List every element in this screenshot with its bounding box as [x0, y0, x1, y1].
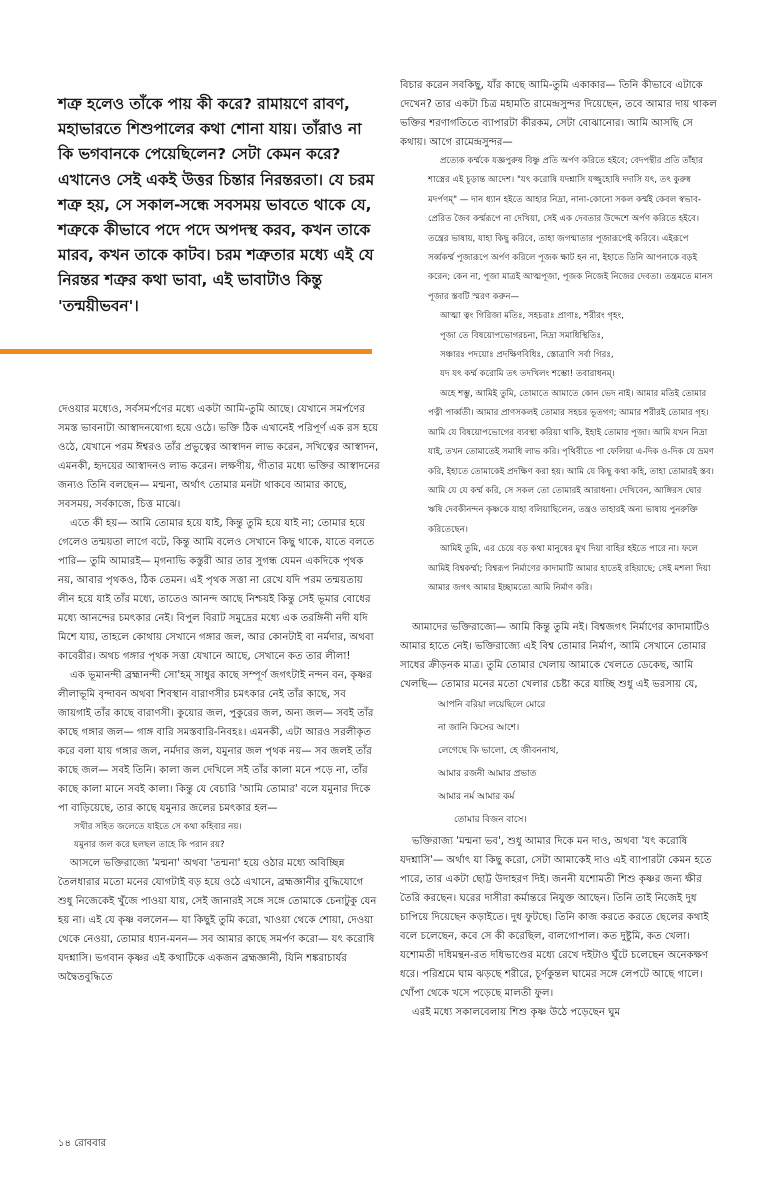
right-paragraph-2: আমাদের ভক্তিরাজ্যে— আমি কিন্তু তুমি নই। বিশ্বজগৎ নির্মাণের কাদামাটিও আমার হাতে নেই। ভক্তিরাজ্যে এই বিশ্ব তোমার নির্মাণ, আমি সেখানে তোমার সাধের ক্রীড়নক মাত্র। তুমি তোমার খেলায় আমাকে খেলতে ডেকেছ, আমি খেলছি— তোমার মনের মতো খেলার চেষ্টা করে যাচ্ছি শুধু এই ভরসায় যে, [400, 622, 710, 691]
left-paragraph-4: আসলে ভক্তিরাজ্যে 'মন্মনা' অথবা 'তন্মনা' হয়ে ওঠার মধ্যে অবিচ্ছিন্ন তৈলধারার মতো মনের যোগটাই বড় হয়ে ওঠে এখানে, ব্রহ্মজ্ঞানীর বুদ্ধিযোগে শুধু নিজেকেই খুঁজে পাওয়া যায়, সেই জানারই সঙ্গে সঙ্গে তোমাকে চেনাটুকু যেন হয় না। এই যে কৃষ্ণ বললেন— যা কিছুই তুমি করো, খাওয়া থেকে শোয়া, দেওয়া থেকে নেওয়া, তোমার ধ্যান-মনন— সব আমার কাছে সমর্পণ করো— যৎ করোষি যদশ্নাসি। ভগবান কৃষ্ণর এই কথাটিকে একজন ব্রহ্মজ্ঞানী, যিনি শঙ্করাচার্যর অদ্বৈতবুদ্ধিতে [58, 858, 377, 983]
poem-line-2: না জানি কিসের আশে। [438, 723, 520, 734]
poem-line-3: লেগেছে কি ভালো, হে জীবননাথ, [438, 746, 559, 757]
left-paragraph-3: এক ভূমানন্দী ব্রহ্মানন্দী সো'হম্‌ সাধুর কাছে সম্পূর্ণ জগৎটাই নন্দন বন, কৃষ্ণর লীলাভূমি বৃন্দাবন অথবা শিবস্থান বারাণসীর চমৎকার নেই তাঁর কাছে, সব জায়গাই তাঁর কাছে বারাণসী। কুয়োর জল, পুকুরের জল, অন্য জল— সবই তাঁর কাছে গঙ্গার জল— গাঙ্গ বারি সমস্তবারি-নিবহঃ। এমনকী, এটা আরও সরলীকৃত করে বলা যায় গঙ্গার জল, নর্মদার জল, যমুনার জল পৃথক নয়— সব জলই তাঁর কাছে জল— সবই তিনি। কালা জল দেখিলে সই তাঁর কালা মনে পড়ে না, তাঁর কাছে কালা মানে সবই কালা। কিন্তু যে বেচারি 'আমি তোমার' বলে যমুনার দিকে পা বাড়িয়েছে, তার কাছে যমুনার জলের চমৎকার হল— [58, 670, 374, 814]
quote-paragraph-1: প্রত্যেক কর্ম্মকে যজ্ঞপুরুষ বিষ্ণু প্রতি অর্পণ করিতে হইবে; বেদপন্থীর প্রতি তাঁহার শাস্ত্রের এই চূড়ান্ত আদেশ। "যৎ করোষি যদশ্নাসি যজ্জুহোষি দদাসি যৎ, তৎ কুরুষ্ব মদর্পণম্" — দান ধ্যান হইতে আহার নিদ্রা, নানা-কোনো সকল কর্ম্মই কেবল স্বভাব-প্রেরিত জৈব কর্ম্মরূপে না দেখিয়া, সেই এক দেবতার উদ্দেশে অর্পণ করিতে হইবে। তন্ত্রের ভাষায়, যাহা কিছু করিবে, তাহা জগন্মাতার পূজারূপেই করিবে। এইরূপে সর্ব্বকর্ম্ম পূজারূপে অর্পণ করিলে পূজক ক্ষাট হন না, ইহাতে তিনি আপনাকে বড়ই করেন; কেন না, পূজা মাত্রই আত্মপূজা, পূজক নিজেই নিজের দেবতা। তন্ত্রমতে মানস পূজার স্তবটি স্মরণ করুন— [428, 156, 713, 302]
sloka-line-3: সঞ্চারঃ পদয়োঃ প্রদক্ষিণবিধিঃ, স্তোত্রাণি সর্বা গিরঃ, [440, 350, 614, 361]
quote-paragraph-2: অহে শম্ভু, আমিই তুমি, তোমাতে আমাতে কোন ভেদ নাই। আমার মতিই তোমার পত্নী পার্ব্বতী। আমার প্রাণসকলই তোমার সহচর ভূতগণ; আমার শরীরই তোমার গৃহ। আমি যে বিষয়োপভোগের ব্যবস্থা করিয়া থাকি, ইহাই তোমার পূজা। আমি যখন নিদ্রা যাই, তখন তোমাতেই সমাধি লাভ করি। পৃথিবীতে পা ফেলিয়া এ-দিক ও-দিক যে ভ্রমণ করি, ইহাতে তোমাকেই প্রদক্ষিণ করা হয়। আমি যে কিছু কথা কহি, তাহা তোমারই স্তব। আমি যে যে কর্ম্ম করি, সে সকল তো তোমারই আরাধনা। দেখিবেন, আঙ্গিরস ঘোর ঋষি দেবকীনন্দন কৃষ্ণকে যাহা বলিয়াছিলেন, তন্ত্রও তাহারই অন্য ভাষায় পুনরুক্তি করিতেছেন। [428, 388, 714, 535]
verse-line-2: যমুনার জল করে ছলছল তাহে কি পরান রয়? [74, 840, 225, 850]
poem-line-1: আপনি বরিয়া লয়েছিলে মোরে [438, 700, 546, 711]
page-folio: ১৪ রোববার [58, 1138, 107, 1149]
spacer [400, 598, 720, 618]
block-quote [400, 152, 720, 598]
left-paragraph-1: দেওয়ার মধ্যেও, সর্বসমর্পণের মধ্যে একটা আমি-তুমি আছে। যেখানে সমর্পণের সমস্ত ভাবনাটা আস্বাদনযোগ্য হয়ে ওঠে। ভক্তি ঠিক এখানেই পরিপূর্ণ এক রস হয়ে ওঠে, যেখানে পরম ঈশ্বরও তাঁর প্রভুত্বের আস্বাদন লাভ করেন, সখিত্বের আস্বাদন, এমনকী, হৃদয়ের আস্বাদনও লাভ করেন। লক্ষণীয়, গীতার মধ্যে ভক্তির আস্বাদনের জন্যও তিনি বলছেন— মন্মনা, অর্থাৎ তোমার মনটা থাকবে আমার কাছে, সবসময়, সর্বকাজে, চিত্ত মাঝে। [58, 404, 380, 510]
sloka-line-2: পূজা তে বিষয়োপভোগরচনা, নিদ্রা সমাধিস্থিতিঃ, [440, 330, 604, 341]
right-paragraph-1: বিচার করেন সবকিছু, যাঁর কাছে আমি-তুমি একাকার— তিনি কীভাবে এটাকে দেখেন? তার একটা চিত্র মহামতি রামেন্দ্রসুন্দর দিয়েছেন, তবে আমার দায় থাকল ভক্তির শরণাগতিতে ব্যাপারটা কীরকম, সেটা বোঝানোর। আমি আসছি সে কথায়। আগে রামেন্দ্রসুন্দর— [400, 80, 717, 148]
left-column [58, 400, 380, 987]
quote-paragraph-3: আমিই তুমি, এর চেয়ে বড় কথা মানুষের মুখ দিয়া বাহির হইতে পারে না। ফলে আমিই বিশ্বকর্ম্মা; বিশ্বরূপ নির্মাণের কাদামাটি আমার হাতেই রহিয়াছে; সেই মশলা দিয়া আমার জগৎ আমার ইচ্ছামতো আমি নির্মাণ করি। [428, 544, 711, 593]
left-paragraph-2: এতে কী হয়— আমি তোমার হয়ে যাই, কিন্তু তুমি হয়ে যাই না; তোমার হয়ে গেলেও তন্ময়তা লাগে বটে, কিন্তু আমি বলেও সেখানে কিছু থাকে, যাতে বলতে পারি— তুমি আমারই— মৃগনাভি কস্তুরী আর তার সুগন্ধ যেমন একদিকে পৃথক নয়, আবার পৃথকও, ঠিক তেমন। এই পৃথক সত্তা না রেখে যদি পরম তন্ময়তায় লীন হয়ে যাই তাঁর মধ্যে, তাতেও আনন্দ আছে নিশ্চয়ই কিন্তু সেই ভূমার বোধের মধ্যে আনন্দের চমৎকার নেই। বিপুল বিরাট সমুদ্রের মধ্যে এক তরঙ্গিনী নদী যদি মিশে যায়, তাহলে কোথায় সেখানে গঙ্গার জল, আর কোনটাই বা নর্মদার, অথবা কাবেরীর। অথচ গঙ্গার পৃথক সত্তা যেখানে আছে, সেখানে কত তার লীলা! [58, 518, 375, 662]
orange-rule [0, 349, 372, 354]
sloka-line-4: যদ যৎ কর্ম্ম করোমি তৎ তদখিলং শম্ভো! তবারাধনম্। [440, 369, 615, 380]
right-paragraph-3: ভক্তিরাজ্য 'মন্মনা ভব', শুধু আমার দিকে মন দাও, অথবা 'যৎ করোষি যদশ্নাসি'— অর্থাৎ যা কিছু করো, সেটা আমাকেই দাও এই ব্যাপারটা কেমন হতে পারে, তার একটা ছোট্ট উদাহরণ দিই। জননী যশোমতী শিশু কৃষ্ণর জন্য ক্ষীর তৈরি করছেন। ঘরের দাসীরা কর্মান্তরে নিযুক্ত আছেন। তিনি তাই নিজেই দুধ চাপিয়ে দিয়েছেন কড়াইতে। দুধ ফুটছে। তিনি কাজ করতে করতে ছেলের কথাই বলে চলেছেন, কবে সে কী করেছিল, বালগোপাল। কত দুষ্টুমি, কত খেলা। যশোমতী দধিমন্থন-রত দধিভাণ্ডের মধ্যে রেখে দইটাও ঘুঁটে চলেছেন অনেকক্ষণ ধরে। পরিশ্রমে ঘাম ঝড়ছে শরীরে, চূর্ণকুন্তল ঘামের সঙ্গে লেপটে আছে গালে। খোঁপা থেকে খসে পড়েছে মালতী ফুল। [400, 836, 712, 1000]
poem-line-6: তোমার বিজন বাসে। [454, 815, 527, 826]
right-column [400, 76, 720, 1022]
pull-quote: শত্রু হলেও তাঁকে পায় কী করে? রামায়ণে রাবণ, মহাভারতে শিশুপালের কথা শোনা যায়। তাঁরাও না কি ভগবানকে পেয়েছিলেন? সেটা কেমন করে? এখানেও সেই একই উত্তর চিন্তার নিরন্তরতা। যে চরম শত্রু হয়, সে সকাল-সন্ধে সবসময় ভাবতে থাকে যে, শত্রুকে কীভাবে পদে পদে অপদস্থ করব, কখন তাকে মারব, কখন তাকে কাটব। চরম শত্রুতার মধ্যে এই যে নিরন্তর শত্রুর কথা ভাবা, এই ভাবাটাও কিন্তু 'তন্ময়ীভবন'। [58, 95, 375, 315]
poem-block [400, 694, 720, 832]
verse-line-1: সখীর সহিত জলেতে যাইতে সে কথা কহিবার নয়। [74, 822, 242, 832]
right-paragraph-4: এরই মধ্যে সকালবেলায় শিশু কৃষ্ণ উঠে পড়েছেন ঘুম [412, 1007, 621, 1019]
sloka-line-1: আত্মা ত্বং গিরিজা মতিঃ, সহচরাঃ প্রাণাঃ, শরীরং গৃহং, [440, 311, 624, 322]
poem-line-5: আমার নর্ম আমার কর্ম [438, 792, 515, 803]
poem-line-4: আমার রজনী আমার প্রভাত [438, 769, 537, 780]
